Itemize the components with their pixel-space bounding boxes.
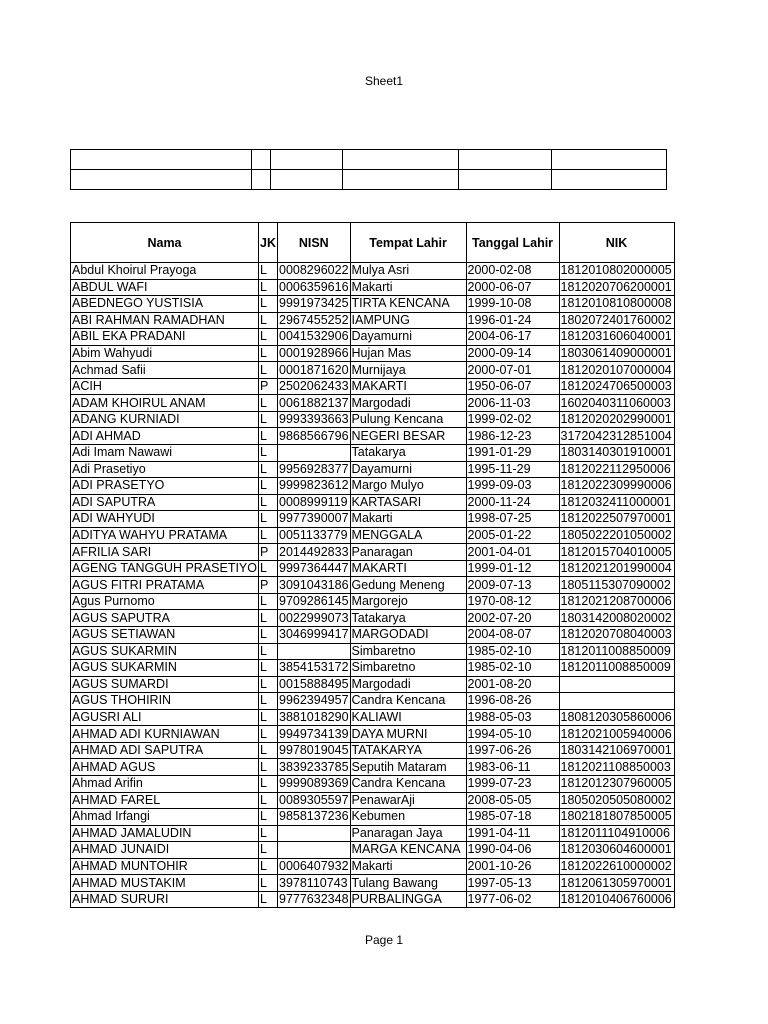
cell-jk: L (259, 709, 278, 726)
cell-jk: L (259, 875, 278, 892)
table-row (71, 494, 675, 511)
table-row (71, 560, 675, 577)
table-row (71, 627, 675, 644)
table-row (71, 428, 675, 445)
table-row (71, 312, 675, 329)
blank-row (71, 170, 667, 190)
table-row (71, 527, 675, 544)
cell-tanggal-lahir: 1970-08-12 (466, 593, 559, 610)
cell-tempat-lahir: Hujan Mas (350, 345, 466, 362)
cell-nama: Agus Purnomo (71, 593, 259, 610)
cell-jk: L (259, 428, 278, 445)
cell-tempat-lahir: Margo Mulyo (350, 478, 466, 495)
cell-nik: 1802072401760002 (559, 312, 674, 329)
cell-tanggal-lahir: 1996-01-24 (466, 312, 559, 329)
cell-tanggal-lahir: 1995-11-29 (466, 461, 559, 478)
cell-nisn: 3978110743 (278, 875, 351, 892)
cell-nama: AGUS THOHIRIN (71, 693, 259, 710)
cell-nik: 1812020708040003 (559, 627, 674, 644)
table-row (71, 378, 675, 395)
column-header-tempat-lahir: Tempat Lahir (350, 223, 466, 263)
column-header-nik: NIK (559, 223, 674, 263)
cell-nik (559, 693, 674, 710)
cell-tanggal-lahir: 1994-05-10 (466, 726, 559, 743)
cell-nik: 1812020107000004 (559, 362, 674, 379)
cell-nama: ABI RAHMAN RAMADHAN (71, 312, 259, 329)
cell-tanggal-lahir: 2009-07-13 (466, 577, 559, 594)
table-row (71, 643, 675, 660)
cell-nik: 1803061409000001 (559, 345, 674, 362)
cell-jk: L (259, 560, 278, 577)
cell-tanggal-lahir: 2002-07-20 (466, 610, 559, 627)
cell-nama: ABIL EKA PRADANI (71, 329, 259, 346)
cell-nisn: 0061882137 (279, 395, 349, 410)
cell-tanggal-lahir: 1996-08-26 (466, 693, 559, 710)
cell-tempat-lahir: Margodadi (350, 676, 466, 693)
cell-nik: 1812010810800008 (559, 296, 674, 313)
cell-nisn: 9978019045 (279, 743, 349, 758)
cell-tanggal-lahir: 2000-09-14 (466, 345, 559, 362)
cell-jk: L (259, 676, 278, 693)
table-row (71, 461, 675, 478)
cell-tempat-lahir: Dayamurni (350, 329, 466, 346)
cell-nik: 3172042312851004 (559, 428, 674, 445)
table-row (71, 660, 675, 677)
cell-nama: ADI PRASETYO (71, 478, 259, 495)
table-row (71, 544, 675, 561)
cell-jk: L (259, 263, 278, 280)
cell-nama: AGUS SAPUTRA (71, 610, 259, 627)
column-header-nama: Nama (71, 223, 259, 263)
table-row (71, 329, 675, 346)
cell-tanggal-lahir: 2001-08-20 (466, 676, 559, 693)
cell-tempat-lahir: Makarti (350, 279, 466, 296)
cell-nisn: 9997364447 (279, 561, 349, 576)
cell-nisn: 0015888495 (279, 676, 349, 691)
cell-tempat-lahir: Panaragan (350, 544, 466, 561)
student-table (70, 222, 675, 908)
table-row (71, 279, 675, 296)
cell-tempat-lahir: Gedung Meneng (350, 577, 466, 594)
cell-tanggal-lahir: 1985-02-10 (466, 660, 559, 677)
cell-nisn (278, 825, 351, 842)
cell-nisn: 3839233785 (279, 759, 349, 774)
cell-nik: 1808120305860006 (559, 709, 674, 726)
cell-nik: 1805022201050002 (559, 527, 674, 544)
table-row (71, 825, 675, 842)
cell-nama: AGUS SUKARMIN (71, 660, 259, 677)
cell-nik: 1812011104910006 (559, 825, 674, 842)
cell-nama: AGUS SUMARDI (71, 676, 259, 693)
cell-tempat-lahir: Kebumen (350, 809, 466, 826)
table-row (71, 775, 675, 792)
cell-nik: 1812010802000005 (559, 263, 674, 280)
cell-nama: Abim Wahyudi (71, 345, 259, 362)
cell-nama: Achmad Safii (71, 362, 259, 379)
cell-nama: AGENG TANGGUH PRASETIYO (72, 561, 257, 576)
cell-nama: ADAM KHOIRUL ANAM (71, 395, 259, 412)
table-row (71, 577, 675, 594)
cell-nik: 1805020505080002 (559, 792, 674, 809)
cell-nisn: 0051133779 (278, 527, 351, 544)
table-row (71, 395, 675, 412)
cell-nik: 1812061305970001 (559, 875, 674, 892)
cell-jk: P (259, 378, 278, 395)
cell-jk: L (259, 742, 278, 759)
cell-nik: 1812021201990004 (559, 560, 674, 577)
cell-nama: AHMAD JAMALUDIN (71, 825, 259, 842)
table-row (71, 296, 675, 313)
cell-tanggal-lahir: 2008-05-05 (466, 792, 559, 809)
cell-tanggal-lahir: 1999-10-08 (466, 296, 559, 313)
cell-tanggal-lahir: 1999-01-12 (466, 560, 559, 577)
cell-nisn: 9977390007 (279, 511, 349, 526)
cell-nisn: 0022999073 (279, 610, 349, 625)
cell-jk: L (259, 593, 278, 610)
cell-nik: 1812022610000002 (559, 858, 674, 875)
cell-tempat-lahir: Murnijaya (350, 362, 466, 379)
table-row (71, 411, 675, 428)
cell-tempat-lahir: MAKARTI (350, 378, 466, 395)
cell-tempat-lahir: Makarti (350, 511, 466, 528)
cell-nik: 1803142106970001 (559, 742, 674, 759)
cell-nik: 1812012307960005 (559, 775, 674, 792)
cell-tempat-lahir: NEGERI BESAR (350, 428, 466, 445)
cell-nisn: 0001871620 (279, 362, 349, 377)
cell-tempat-lahir: TIRTA KENCANA (350, 296, 466, 313)
table-row (71, 511, 675, 528)
cell-nisn: 3854153172 (279, 660, 349, 675)
cell-jk: L (259, 627, 278, 644)
cell-tempat-lahir: Tatakarya (350, 445, 466, 462)
table-row (71, 478, 675, 495)
cell-tempat-lahir: Simbaretno (350, 643, 466, 660)
cell-nik: 1812022112950006 (559, 461, 674, 478)
cell-tanggal-lahir: 1999-07-23 (466, 775, 559, 792)
column-header-nisn: NISN (278, 223, 351, 263)
cell-jk: L (259, 312, 278, 329)
table-row (71, 875, 675, 892)
cell-nisn: 9777632348 (279, 892, 349, 907)
blank-header-table (70, 149, 667, 190)
cell-nik: 1812020202990001 (559, 411, 674, 428)
cell-nisn: 0089305597 (279, 792, 349, 807)
cell-nisn: 0008999119 (278, 494, 351, 511)
cell-nama: ACIH (71, 378, 259, 395)
cell-tanggal-lahir: 2001-04-01 (466, 544, 559, 561)
cell-nama: AFRILIA SARI (71, 544, 259, 561)
cell-nik: 1812024706500003 (559, 378, 674, 395)
cell-tempat-lahir: Pulung Kencana (350, 411, 466, 428)
cell-nisn: 0006407932 (279, 858, 349, 873)
cell-jk: L (259, 279, 278, 296)
cell-tanggal-lahir: 2000-06-07 (466, 279, 559, 296)
cell-nisn: 9868566796 (279, 428, 349, 443)
cell-nisn: 9949734139 (279, 726, 349, 741)
cell-nisn: 9962394957 (279, 693, 349, 708)
cell-tanggal-lahir: 2004-08-07 (466, 627, 559, 644)
table-row (71, 792, 675, 809)
cell-nik: 1812032411000001 (559, 494, 674, 511)
table-row (71, 676, 675, 693)
cell-nisn: 9999823612 (279, 478, 349, 493)
cell-nama: AHMAD SURURI (71, 891, 259, 908)
cell-jk: L (259, 775, 278, 792)
sheet-title: Sheet1 (364, 74, 404, 88)
cell-nik: 1812021005940006 (559, 726, 674, 743)
cell-nisn: 2014492833 (279, 544, 349, 559)
cell-tempat-lahir: Margodadi (350, 395, 466, 412)
table-row (71, 842, 675, 859)
table-row (71, 759, 675, 776)
table-header-row (71, 223, 675, 263)
cell-jk: L (259, 329, 278, 346)
cell-nama: AHMAD FAREL (71, 792, 259, 809)
cell-nik: 1812010406760006 (559, 891, 674, 908)
cell-tanggal-lahir: 2006-11-03 (466, 395, 559, 412)
column-header-jk: JK (259, 223, 278, 263)
table-row (71, 610, 675, 627)
cell-tempat-lahir: TATAKARYA (350, 742, 466, 759)
cell-nisn: 9858137236 (279, 809, 349, 824)
cell-nama: Abdul Khoirul Prayoga (71, 263, 259, 280)
table-row (71, 809, 675, 826)
cell-tanggal-lahir: 1988-05-03 (466, 709, 559, 726)
cell-tanggal-lahir: 1977-06-02 (466, 891, 559, 908)
cell-nama: AHMAD MUSTAKIM (71, 875, 259, 892)
cell-nama: AGUS FITRI PRATAMA (71, 577, 259, 594)
cell-tanggal-lahir: 1998-07-25 (466, 511, 559, 528)
table-row (71, 858, 675, 875)
cell-jk: L (259, 411, 278, 428)
table-row (71, 891, 675, 908)
cell-nisn: 3046999417 (279, 627, 349, 642)
cell-jk: L (259, 362, 278, 379)
page-number: Page 1 (364, 933, 404, 947)
cell-tempat-lahir: Candra Kencana (350, 775, 466, 792)
table-row (71, 709, 675, 726)
cell-jk: L (259, 759, 278, 776)
cell-tanggal-lahir: 1990-04-06 (466, 842, 559, 859)
cell-tempat-lahir: KARTASARI (350, 494, 466, 511)
table-row (71, 362, 675, 379)
cell-tanggal-lahir: 1997-05-13 (466, 875, 559, 892)
cell-nisn (278, 643, 351, 660)
cell-tanggal-lahir: 1999-02-02 (466, 411, 559, 428)
cell-nik: 1812011008850009 (559, 660, 674, 677)
cell-nama: AGUS SETIAWAN (71, 627, 259, 644)
cell-jk: L (259, 527, 278, 544)
cell-nama: AGUSRI ALI (71, 709, 259, 726)
table-row (71, 693, 675, 710)
cell-tanggal-lahir: 2005-01-22 (466, 527, 559, 544)
cell-jk: L (259, 825, 278, 842)
cell-jk: L (259, 296, 278, 313)
table-row (71, 726, 675, 743)
cell-tempat-lahir: PURBALINGGA (350, 891, 466, 908)
cell-nama: Ahmad Irfangi (71, 809, 259, 826)
cell-nama: Ahmad Arifin (71, 775, 259, 792)
cell-nik: 1802181807850005 (559, 809, 674, 826)
cell-nik (559, 676, 674, 693)
cell-nisn: 9709286145 (279, 594, 349, 609)
cell-nama: AHMAD MUNTOHIR (71, 858, 259, 875)
cell-tanggal-lahir: 2001-10-26 (466, 858, 559, 875)
cell-nisn (278, 842, 351, 859)
cell-nisn: 9991973425 (279, 296, 349, 311)
cell-jk: L (259, 858, 278, 875)
cell-jk: L (259, 693, 278, 710)
cell-nisn: 3881018290 (279, 710, 349, 725)
cell-jk: L (259, 726, 278, 743)
cell-tanggal-lahir: 1950-06-07 (466, 378, 559, 395)
cell-nik: 1812031606040001 (559, 329, 674, 346)
blank-row (71, 150, 667, 170)
cell-jk: L (259, 461, 278, 478)
cell-nik: 1812015704010005 (559, 544, 674, 561)
cell-nisn: 9956928377 (279, 461, 349, 476)
cell-nik: 1812030604600001 (559, 842, 674, 859)
cell-nama: ADI AHMAD (71, 428, 259, 445)
cell-tempat-lahir: Tulang Bawang (350, 875, 466, 892)
cell-nama: ADI WAHYUDI (71, 511, 259, 528)
cell-tanggal-lahir: 1991-04-11 (466, 825, 559, 842)
cell-tanggal-lahir: 2000-07-01 (466, 362, 559, 379)
cell-tempat-lahir: MARGA KENCANA (350, 842, 466, 859)
cell-jk: L (259, 395, 278, 412)
table-row (71, 263, 675, 280)
cell-tanggal-lahir: 1985-07-18 (466, 809, 559, 826)
cell-tanggal-lahir: 1997-06-26 (466, 742, 559, 759)
cell-nik: 1803142008020002 (559, 610, 674, 627)
cell-nik: 1805115307090002 (559, 577, 674, 594)
cell-nama: AHMAD ADI KURNIAWAN (71, 726, 259, 743)
cell-nisn: 0001928966 (279, 346, 349, 360)
table-row (71, 742, 675, 759)
cell-tanggal-lahir: 1983-06-11 (466, 759, 559, 776)
column-header-tanggal-lahir: Tanggal Lahir (466, 223, 559, 263)
table-row (71, 345, 675, 362)
cell-jk: L (259, 494, 278, 511)
cell-nisn: 2502062433 (279, 379, 349, 394)
cell-nisn (278, 445, 351, 462)
cell-jk: L (259, 660, 278, 677)
cell-tempat-lahir: Margorejo (350, 593, 466, 610)
cell-tempat-lahir: Tatakarya (350, 610, 466, 627)
cell-nama: AHMAD ADI SAPUTRA (71, 742, 259, 759)
cell-tanggal-lahir: 2004-06-17 (466, 329, 559, 346)
cell-nama: AGUS SUKARMIN (71, 643, 259, 660)
cell-nama: ADI SAPUTRA (71, 494, 259, 511)
table-row (71, 445, 675, 462)
cell-nisn: 0041532906 (279, 329, 349, 344)
cell-nisn: 9993393663 (279, 412, 349, 427)
cell-tanggal-lahir: 1999-09-03 (466, 478, 559, 495)
cell-tanggal-lahir: 2000-11-24 (466, 494, 559, 511)
cell-nama: ABDUL WAFI (71, 279, 259, 296)
cell-tempat-lahir: Dayamurni (350, 461, 466, 478)
cell-tempat-lahir: Candra Kencana (350, 693, 466, 710)
cell-tempat-lahir: MAKARTI (350, 560, 466, 577)
cell-tempat-lahir: Panaragan Jaya (350, 825, 466, 842)
cell-nisn: 9999089369 (279, 776, 349, 791)
cell-tempat-lahir: MARGODADI (350, 627, 466, 644)
cell-nisn: 0008296022 (279, 263, 349, 278)
cell-jk: L (259, 891, 278, 908)
cell-nama: AHMAD AGUS (71, 759, 259, 776)
cell-jk: L (259, 478, 278, 495)
cell-tanggal-lahir: 1986-12-23 (466, 428, 559, 445)
cell-nisn: 2967455252 (279, 312, 349, 327)
cell-tempat-lahir: Seputih Mataram (350, 759, 466, 776)
cell-tempat-lahir: Simbaretno (350, 660, 466, 677)
cell-nik: 1812022507970001 (559, 511, 674, 528)
cell-tempat-lahir: KALIAWI (350, 709, 466, 726)
cell-tanggal-lahir: 1985-02-10 (466, 643, 559, 660)
cell-nik: 1812011008850009 (559, 643, 674, 660)
cell-tempat-lahir: Mulya Asri (350, 263, 466, 280)
cell-tanggal-lahir: 2000-02-08 (466, 263, 559, 280)
cell-nik: 1812021208700006 (559, 593, 674, 610)
cell-jk: L (259, 792, 278, 809)
cell-jk: L (259, 511, 278, 528)
cell-tempat-lahir: Makarti (350, 858, 466, 875)
cell-jk: P (259, 544, 278, 561)
cell-tanggal-lahir: 1991-01-29 (466, 445, 559, 462)
cell-jk: L (259, 643, 278, 660)
cell-nik: 1602040311060003 (559, 395, 674, 412)
cell-tempat-lahir: DAYA MURNI (350, 726, 466, 743)
cell-nama: Adi Imam Nawawi (71, 445, 259, 462)
cell-tempat-lahir: PenawarAji (350, 792, 466, 809)
cell-nik: 1803140301910001 (559, 445, 674, 462)
cell-nisn: 0006359616 (279, 279, 349, 294)
cell-tempat-lahir: MENGGALA (350, 527, 466, 544)
cell-jk: L (259, 842, 278, 859)
cell-nama: Adi Prasetiyo (71, 461, 259, 478)
cell-nik: 1812022309990006 (559, 478, 674, 495)
cell-jk: L (259, 809, 278, 826)
cell-nisn: 3091043186 (279, 577, 349, 592)
cell-nama: ADITYA WAHYU PRATAMA (71, 527, 259, 544)
cell-jk: P (259, 577, 278, 594)
cell-nama: AHMAD JUNAIDI (71, 842, 259, 859)
table-row (71, 593, 675, 610)
cell-nik: 1812021108850003 (559, 759, 674, 776)
cell-tempat-lahir: IAMPUNG (350, 312, 466, 329)
cell-jk: L (259, 610, 278, 627)
cell-jk: L (259, 445, 278, 462)
cell-nik: 1812020706200001 (559, 279, 674, 296)
cell-jk: L (259, 345, 278, 362)
cell-nama: ABEDNEGO YUSTISIA (71, 296, 259, 313)
cell-nama: ADANG KURNIADI (71, 411, 259, 428)
